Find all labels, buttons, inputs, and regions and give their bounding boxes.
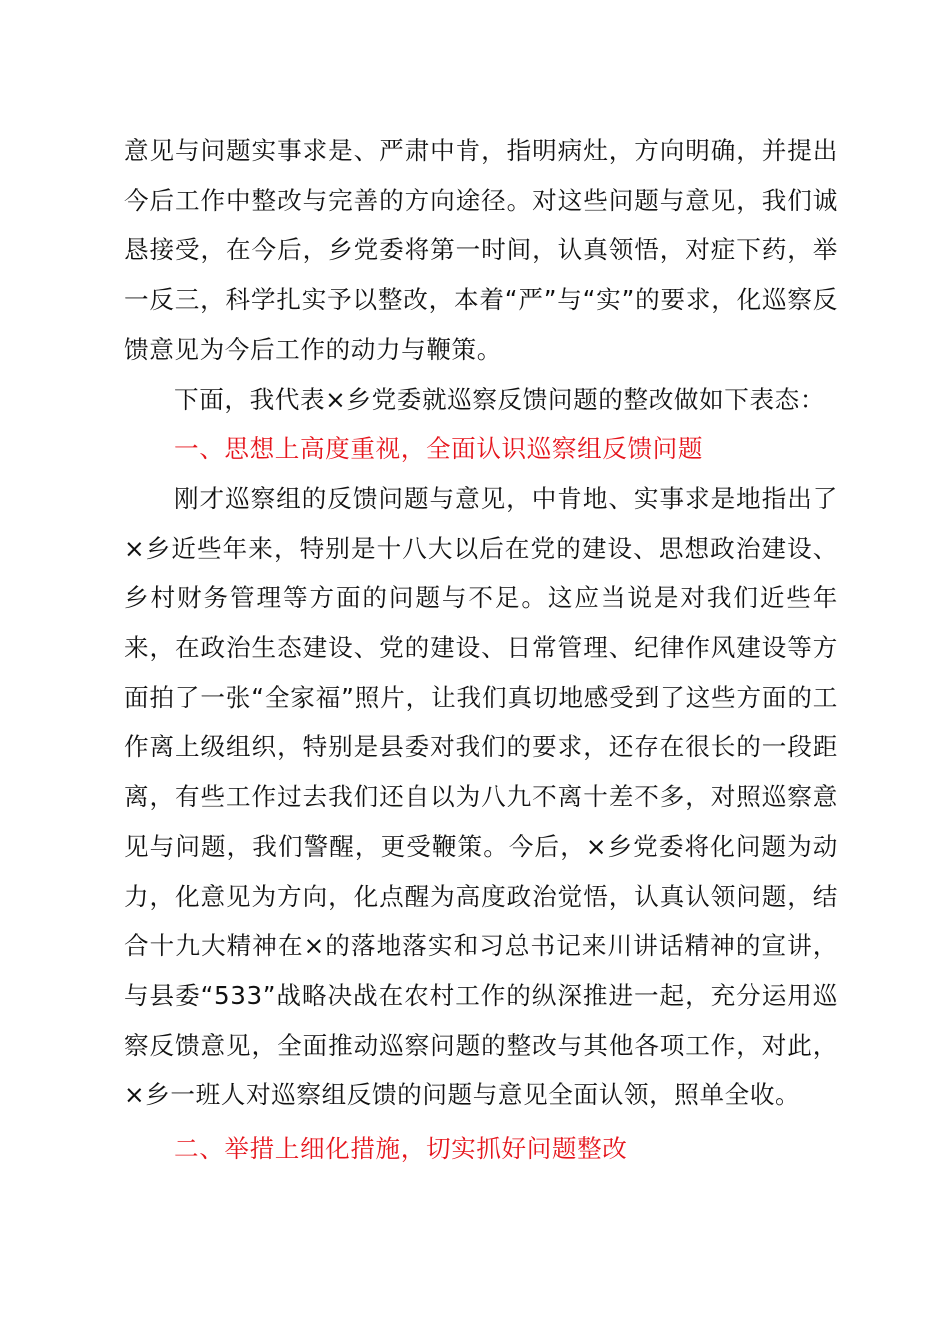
document-body [124,126,838,1174]
paragraph-section-1-body: 刚才巡察组的反馈问题与意见，中肯地、实事求是地指出了×乡近些年来，特别是十八大以后在党的建设、思想政治建设、乡村财务管理等方面的问题与不足。这应当说是对我们近些年来，在政治生态建设、党的建设、日常管理、纪律作风建设等方面拍了一张“全家福”照片，让我们真切地感受到了这些方面的工作离上级组织，特别是县委对我们的要求，还存在很长的一段距离，有些工作过去我们还自以为八九不离十差不多，对照巡察意见与问题，我们警醒，更受鞭策。今后，×乡党委将化问题为动力，化意见为方向，化点醒为高度政治觉悟，认真认领问题，结合十九大精神在×的落地落实和习总书记来川讲话精神的宣讲，与县委“533”战略决战在农村工作的纵深推进一起，充分运用巡察反馈意见，全面推动巡察问题的整改与其他各项工作，对此，×乡一班人对巡察组反馈的问题与意见全面认领，照单全收。 [124,483,838,1110]
paragraph-opening: 意见与问题实事求是、严肃中肯，指明病灶，方向明确，并提出今后工作中整改与完善的方向途径。对这些问题与意见，我们诚恳接受，在今后，乡党委将第一时间，认真领悟，对症下药，举一反三，科学扎实予以整改，本着“严”与“实”的要求，化巡察反馈意见为今后工作的动力与鞭策。 [124,136,838,364]
section-heading-1: 一、思想上高度重视，全面认识巡察组反馈问题 [174,434,704,464]
paragraph-statement-intro: 下面，我代表×乡党委就巡察反馈问题的整改做如下表态： [174,384,826,414]
section-heading-2: 二、举措上细化措施，切实抓好问题整改 [174,1134,628,1164]
